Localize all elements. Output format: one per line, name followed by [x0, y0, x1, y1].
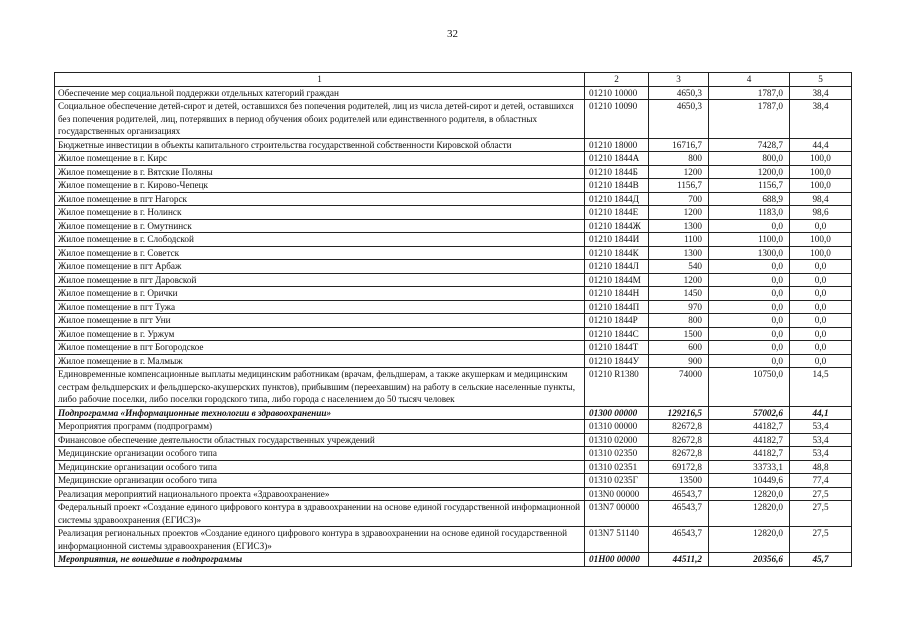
row-percent-cell: 0,0 [790, 341, 852, 355]
row-code-cell: 01210 1844Н [585, 287, 649, 301]
table-row [55, 206, 852, 220]
row-actual-cell: 0,0 [709, 341, 790, 355]
table-row [55, 179, 852, 193]
row-plan-cell: 1100 [649, 233, 709, 247]
row-code-cell: 01210 1844Е [585, 206, 649, 220]
row-plan-cell: 46543,7 [649, 487, 709, 501]
row-actual-cell: 1183,0 [709, 206, 790, 220]
row-plan-cell: 600 [649, 341, 709, 355]
row-percent-cell: 0,0 [790, 260, 852, 274]
table-row [55, 406, 852, 420]
row-percent-cell: 38,4 [790, 86, 852, 100]
row-percent-cell: 53,4 [790, 433, 852, 447]
row-code-cell: 01210 1844А [585, 152, 649, 166]
row-plan-cell: 700 [649, 192, 709, 206]
row-name-cell: Подпрограмма «Информационные технологии в здравоохранении» [55, 406, 585, 420]
row-actual-cell: 44182,7 [709, 447, 790, 461]
row-code-cell: 01210 10090 [585, 100, 649, 139]
row-actual-cell: 10750,0 [709, 368, 790, 407]
row-actual-cell: 1200,0 [709, 165, 790, 179]
page-number: 32 [447, 28, 458, 40]
row-actual-cell: 1156,7 [709, 179, 790, 193]
table-row [55, 152, 852, 166]
row-plan-cell: 46543,7 [649, 501, 709, 527]
row-plan-cell: 69172,8 [649, 460, 709, 474]
row-name-cell: Бюджетные инвестиции в объекты капитального строительства государственной собственности Кировской области [55, 138, 585, 152]
row-actual-cell: 0,0 [709, 219, 790, 233]
row-code-cell: 01210 R1380 [585, 368, 649, 407]
row-actual-cell: 1787,0 [709, 86, 790, 100]
row-percent-cell: 44,4 [790, 138, 852, 152]
row-plan-cell: 16716,7 [649, 138, 709, 152]
table-row [55, 273, 852, 287]
table-row [55, 553, 852, 567]
budget-table-body [55, 73, 852, 567]
row-code-cell: 01310 02350 [585, 447, 649, 461]
row-code-cell: 01210 1844Л [585, 260, 649, 274]
row-name-cell: Обеспечение мер социальной поддержки отдельных категорий граждан [55, 86, 585, 100]
row-plan-cell: 46543,7 [649, 527, 709, 553]
row-code-cell: 013N0 00000 [585, 487, 649, 501]
row-code-cell: 01210 1844Р [585, 314, 649, 328]
row-percent-cell: 27,5 [790, 527, 852, 553]
row-name-cell: Жилое помещение в пгт Даровской [55, 273, 585, 287]
table-row [55, 100, 852, 139]
row-actual-cell: 7428,7 [709, 138, 790, 152]
row-code-cell: 01310 00000 [585, 420, 649, 434]
table-row [55, 420, 852, 434]
row-name-cell: Жилое помещение в пгт Уни [55, 314, 585, 328]
row-name-cell: Реализация региональных проектов «Создание единого цифрового контура в здравоохранении на основе единой государственной информационной системы здравоохранения (ЕГИСЗ)» [55, 527, 585, 553]
row-actual-cell: 12820,0 [709, 501, 790, 527]
header-cell: 3 [649, 73, 709, 87]
table-row [55, 86, 852, 100]
row-percent-cell: 44,1 [790, 406, 852, 420]
row-percent-cell: 98,4 [790, 192, 852, 206]
row-actual-cell: 20356,6 [709, 553, 790, 567]
table-row [55, 354, 852, 368]
row-actual-cell: 800,0 [709, 152, 790, 166]
row-code-cell: 01300 00000 [585, 406, 649, 420]
row-percent-cell: 27,5 [790, 501, 852, 527]
row-percent-cell: 14,5 [790, 368, 852, 407]
row-plan-cell: 74000 [649, 368, 709, 407]
row-actual-cell: 0,0 [709, 260, 790, 274]
row-name-cell: Жилое помещение в пгт Тужа [55, 300, 585, 314]
row-actual-cell: 1100,0 [709, 233, 790, 247]
row-name-cell: Жилое помещение в г. Слободской [55, 233, 585, 247]
table-row [55, 314, 852, 328]
row-actual-cell: 0,0 [709, 300, 790, 314]
row-percent-cell: 0,0 [790, 354, 852, 368]
row-actual-cell: 1787,0 [709, 100, 790, 139]
row-plan-cell: 1450 [649, 287, 709, 301]
row-actual-cell: 10449,6 [709, 474, 790, 488]
row-plan-cell: 82672,8 [649, 420, 709, 434]
header-cell: 1 [55, 73, 585, 87]
row-plan-cell: 900 [649, 354, 709, 368]
row-code-cell: 01Н00 00000 [585, 553, 649, 567]
row-plan-cell: 1500 [649, 327, 709, 341]
row-code-cell: 013N7 51140 [585, 527, 649, 553]
row-name-cell: Жилое помещение в г. Кирово-Чепецк [55, 179, 585, 193]
row-percent-cell: 77,4 [790, 474, 852, 488]
row-percent-cell: 100,0 [790, 246, 852, 260]
row-actual-cell: 12820,0 [709, 487, 790, 501]
row-name-cell: Медицинские организации особого типа [55, 447, 585, 461]
table-row [55, 165, 852, 179]
header-cell: 2 [585, 73, 649, 87]
row-plan-cell: 1200 [649, 206, 709, 220]
row-plan-cell: 1300 [649, 246, 709, 260]
row-code-cell: 01210 1844К [585, 246, 649, 260]
row-name-cell: Жилое помещение в г. Орички [55, 287, 585, 301]
row-name-cell: Медицинские организации особого типа [55, 460, 585, 474]
table-row [55, 474, 852, 488]
table-row [55, 460, 852, 474]
row-actual-cell: 12820,0 [709, 527, 790, 553]
row-plan-cell: 970 [649, 300, 709, 314]
table-row [55, 341, 852, 355]
row-name-cell: Жилое помещение в пгт Арбаж [55, 260, 585, 274]
row-plan-cell: 13500 [649, 474, 709, 488]
table-row [55, 300, 852, 314]
row-name-cell: Социальное обеспечение детей-сирот и детей, оставшихся без попечения родителей, лиц из числа детей-сирот и детей, оставшихся без попечения родителей, лиц, потерявших в период обучения обоих родителей или единственного родителя, в областных государственных организациях [55, 100, 585, 139]
row-code-cell: 01210 1844Б [585, 165, 649, 179]
row-plan-cell: 1200 [649, 165, 709, 179]
row-code-cell: 01210 1844Д [585, 192, 649, 206]
table-row [55, 447, 852, 461]
row-percent-cell: 0,0 [790, 314, 852, 328]
row-plan-cell: 800 [649, 314, 709, 328]
row-percent-cell: 0,0 [790, 327, 852, 341]
row-plan-cell: 1200 [649, 273, 709, 287]
row-plan-cell: 1300 [649, 219, 709, 233]
row-actual-cell: 0,0 [709, 327, 790, 341]
table-row [55, 138, 852, 152]
row-percent-cell: 0,0 [790, 287, 852, 301]
row-name-cell: Жилое помещение в г. Советск [55, 246, 585, 260]
row-name-cell: Мероприятия, не вошедшие в подпрограммы [55, 553, 585, 567]
table-row [55, 327, 852, 341]
budget-table [54, 72, 852, 567]
row-actual-cell: 57002,6 [709, 406, 790, 420]
row-code-cell: 01210 1844И [585, 233, 649, 247]
row-percent-cell: 53,4 [790, 447, 852, 461]
table-row [55, 287, 852, 301]
row-name-cell: Жилое помещение в пгт Богородское [55, 341, 585, 355]
row-name-cell: Жилое помещение в г. Нолинск [55, 206, 585, 220]
row-name-cell: Финансовое обеспечение деятельности областных государственных учреждений [55, 433, 585, 447]
row-percent-cell: 0,0 [790, 219, 852, 233]
row-percent-cell: 100,0 [790, 152, 852, 166]
row-name-cell: Медицинские организации особого типа [55, 474, 585, 488]
row-code-cell: 01210 1844У [585, 354, 649, 368]
row-percent-cell: 98,6 [790, 206, 852, 220]
row-code-cell: 01210 1844В [585, 179, 649, 193]
row-percent-cell: 0,0 [790, 300, 852, 314]
row-plan-cell: 82672,8 [649, 447, 709, 461]
row-plan-cell: 4650,3 [649, 86, 709, 100]
table-row [55, 368, 852, 407]
row-actual-cell: 688,9 [709, 192, 790, 206]
row-code-cell: 01210 18000 [585, 138, 649, 152]
row-percent-cell: 45,7 [790, 553, 852, 567]
row-name-cell: Жилое помещение в г. Кирс [55, 152, 585, 166]
row-plan-cell: 82672,8 [649, 433, 709, 447]
row-code-cell: 01210 1844С [585, 327, 649, 341]
table-row [55, 260, 852, 274]
row-code-cell: 01210 1844М [585, 273, 649, 287]
table-row [55, 527, 852, 553]
row-code-cell: 01310 02000 [585, 433, 649, 447]
row-actual-cell: 0,0 [709, 314, 790, 328]
row-plan-cell: 44511,2 [649, 553, 709, 567]
row-code-cell: 01210 1844П [585, 300, 649, 314]
row-code-cell: 013N7 00000 [585, 501, 649, 527]
row-name-cell: Федеральный проект «Создание единого цифрового контура в здравоохранении на основе единой государственной информационной системы здравоохранения (ЕГИСЗ)» [55, 501, 585, 527]
row-name-cell: Жилое помещение в г. Омутнинск [55, 219, 585, 233]
row-code-cell: 01210 1844Т [585, 341, 649, 355]
row-actual-cell: 0,0 [709, 273, 790, 287]
row-name-cell: Жилое помещение в г. Вятские Поляны [55, 165, 585, 179]
row-plan-cell: 1156,7 [649, 179, 709, 193]
table-row [55, 487, 852, 501]
row-percent-cell: 38,4 [790, 100, 852, 139]
row-percent-cell: 48,8 [790, 460, 852, 474]
header-cell: 5 [790, 73, 852, 87]
row-percent-cell: 100,0 [790, 179, 852, 193]
row-name-cell: Жилое помещение в пгт Нагорск [55, 192, 585, 206]
row-actual-cell: 0,0 [709, 287, 790, 301]
row-plan-cell: 129216,5 [649, 406, 709, 420]
row-percent-cell: 100,0 [790, 165, 852, 179]
row-percent-cell: 0,0 [790, 273, 852, 287]
table-header-row [55, 73, 852, 87]
row-percent-cell: 53,4 [790, 420, 852, 434]
row-code-cell: 01210 10000 [585, 86, 649, 100]
row-actual-cell: 33733,1 [709, 460, 790, 474]
table-row [55, 192, 852, 206]
row-plan-cell: 540 [649, 260, 709, 274]
table-row [55, 501, 852, 527]
row-name-cell: Жилое помещение в г. Малмыж [55, 354, 585, 368]
row-code-cell: 01210 1844Ж [585, 219, 649, 233]
row-actual-cell: 0,0 [709, 354, 790, 368]
row-name-cell: Реализация мероприятий национального проекта «Здравоохранение» [55, 487, 585, 501]
row-code-cell: 01310 0235Г [585, 474, 649, 488]
row-actual-cell: 1300,0 [709, 246, 790, 260]
table-row [55, 246, 852, 260]
row-name-cell: Мероприятия программ (подпрограмм) [55, 420, 585, 434]
table-row [55, 233, 852, 247]
row-name-cell: Единовременные компенсационные выплаты медицинским работникам (врачам, фельдшерам, а также акушеркам и медицинским сестрам фельдшерских и фельдшерско-акушерских пунктов), прибывшим (переехавшим) на работу в сельские населенные пункты, либо рабочие поселки, либо поселки городского типа, либо города с населением до 50 тысяч человек [55, 368, 585, 407]
table-row [55, 433, 852, 447]
row-actual-cell: 44182,7 [709, 420, 790, 434]
table-row [55, 219, 852, 233]
row-actual-cell: 44182,7 [709, 433, 790, 447]
row-name-cell: Жилое помещение в г. Уржум [55, 327, 585, 341]
row-plan-cell: 4650,3 [649, 100, 709, 139]
row-percent-cell: 100,0 [790, 233, 852, 247]
row-plan-cell: 800 [649, 152, 709, 166]
header-cell: 4 [709, 73, 790, 87]
row-code-cell: 01310 02351 [585, 460, 649, 474]
row-percent-cell: 27,5 [790, 487, 852, 501]
